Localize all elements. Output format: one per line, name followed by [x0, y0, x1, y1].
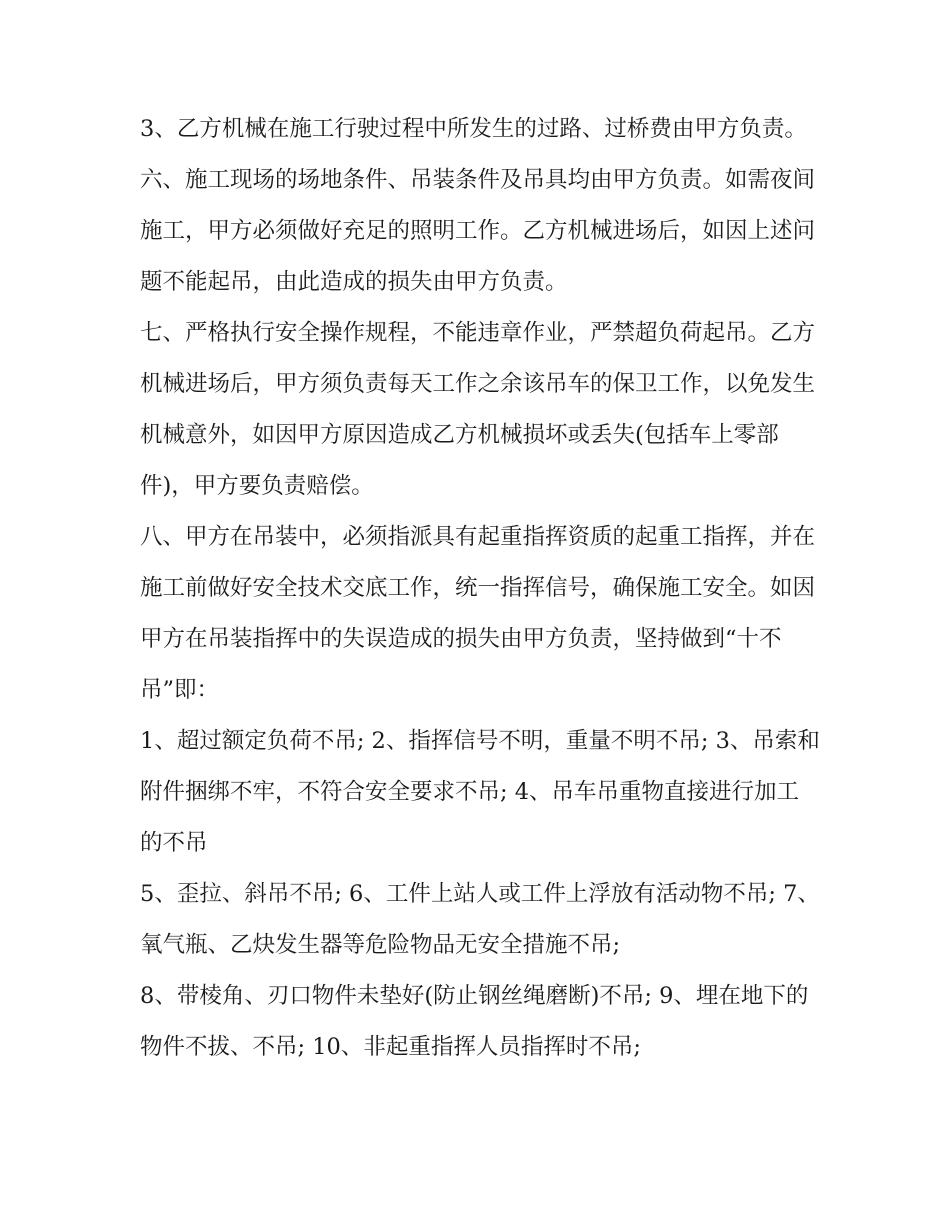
paragraph-eight-lifting-command: 八、甲方在吊装中，必须指派具有起重指挥资质的起重工指挥，并在施工前做好安全技术交底工作，统一指挥信号，确保施工安全。如因甲方在吊装指挥中的失误造成的损失由甲方负责，坚持做到“十不吊”即： — [140, 524, 816, 703]
paragraph-rules-1-to-4: 1、超过额定负荷不吊; 2、指挥信号不明，重量不明不吊; 3、吊索和附件捆绑不牢，不符合安全要求不吊; 4、吊车吊重物直接进行加工的不吊 — [140, 728, 820, 856]
paragraph-six-site-conditions: 六、施工现场的场地条件、吊装条件及吊具均由甲方负责。如需夜间施工，甲方必须做好充足的照明工作。乙方机械进场后，如因上述问题不能起吊，由此造成的损失由甲方负责。 — [140, 167, 816, 295]
paragraph-toll-fees: 3、乙方机械在施工行驶过程中所发生的过路、过桥费由甲方负责。 — [140, 116, 807, 142]
paragraph-rules-8-to-10: 8、带棱角、刃口物件未垫好(防止钢丝绳磨断)不吊; 9、埋在地下的物件不拔、不吊; 10、非起重指挥人员指挥时不吊; — [140, 983, 809, 1060]
paragraph-rules-5-to-7: 5、歪拉、斜吊不吊; 6、工件上站人或工件上浮放有活动物不吊; 7、氧气瓶、乙炔发生器等危险物品无安全措施不吊; — [140, 881, 820, 958]
document-page — [140, 104, 820, 1073]
paragraph-seven-safety-rules: 七、严格执行安全操作规程，不能违章作业，严禁超负荷起吊。乙方机械进场后，甲方须负责每天工作之余该吊车的保卫工作，以免发生机械意外，如因甲方原因造成乙方机械损坏或丢失(包括车上零部件)，甲方要负责赔偿。 — [140, 320, 816, 499]
